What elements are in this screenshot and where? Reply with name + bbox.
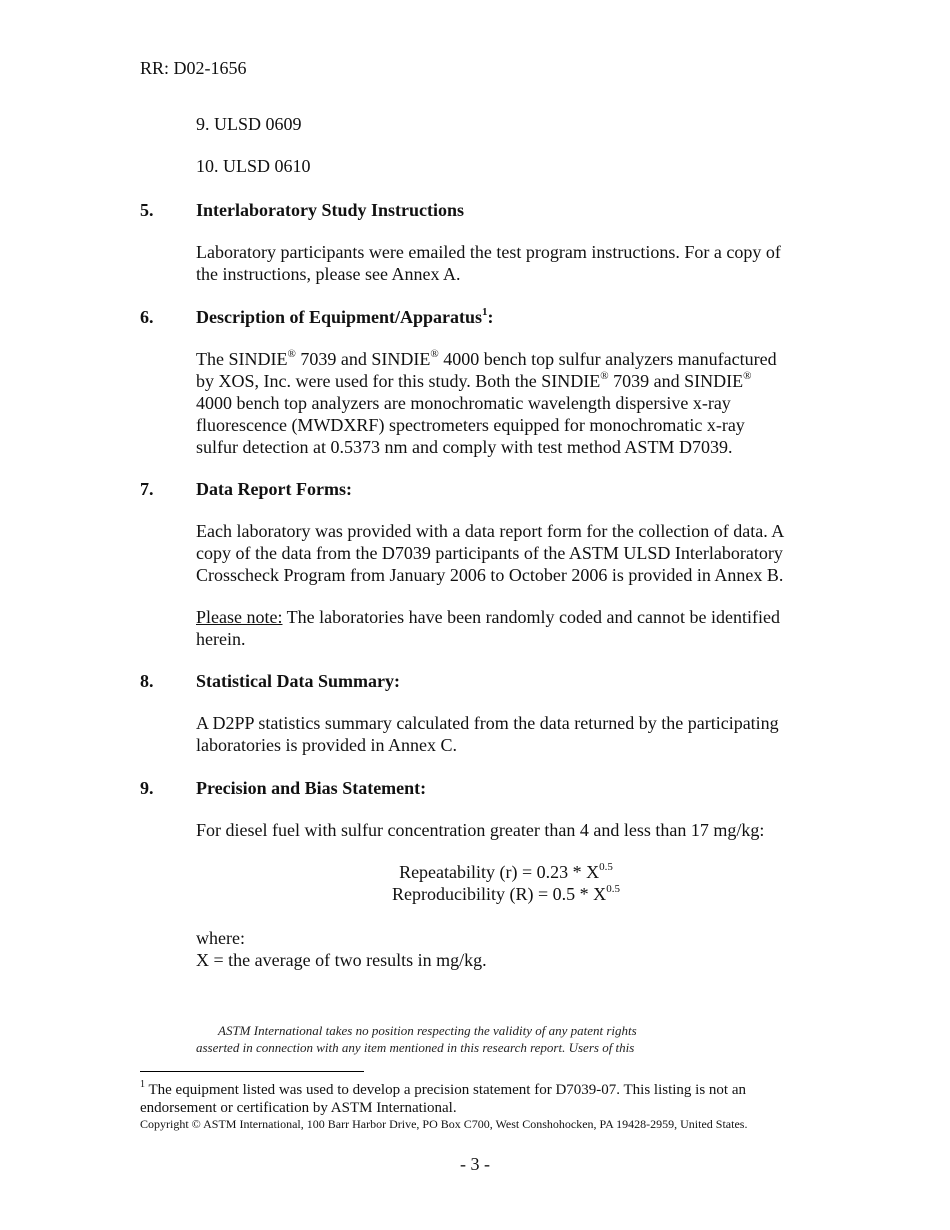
section-6-title <box>196 306 494 328</box>
notice-line: asserted in connection with any item mentioned in this research report. Users of this <box>196 1040 635 1055</box>
section-5-number: 5. <box>140 200 154 220</box>
footnote-line: endorsement or certification by ASTM International. <box>140 1100 457 1116</box>
text-line: X = the average of two results in mg/kg. <box>196 950 487 970</box>
text-line: A D2PP statistics summary calculated from the data returned by the participating <box>196 713 779 733</box>
section-5-title: Interlaboratory Study Instructions <box>196 200 465 220</box>
text-line: Crosscheck Program from January 2006 to October 2006 is provided in Annex B. <box>196 565 784 585</box>
text-line: sulfur detection at 0.5373 nm and comply with test method ASTM D7039. <box>196 437 733 457</box>
footnote-ref: 1 <box>482 306 488 318</box>
text-line: herein. <box>196 629 246 649</box>
text-line: Each laboratory was provided with a data report form for the collection of data. A <box>196 521 785 541</box>
text-line: the instructions, please see Annex A. <box>196 264 461 284</box>
text-line: where: <box>196 928 245 948</box>
notice-line: ASTM International takes no position respecting the validity of any patent rights <box>218 1023 637 1038</box>
section-9-number: 9. <box>140 778 154 798</box>
section-7-body <box>196 520 816 586</box>
astm-notice-2 <box>196 1039 736 1056</box>
text-line: Please note: The laboratories have been randomly coded and cannot be identified <box>196 607 780 627</box>
section-9-where <box>196 927 816 971</box>
sample-item-9: 9. ULSD 0609 <box>196 114 302 134</box>
footnote-divider <box>140 1071 364 1072</box>
section-7-title: Data Report Forms: <box>196 479 352 499</box>
text-line: For diesel fuel with sulfur concentration greater than 4 and less than 17 mg/kg: <box>196 820 765 840</box>
section-6-body <box>196 348 816 458</box>
text-line: copy of the data from the D7039 participants of the ASTM ULSD Interlaboratory <box>196 543 783 563</box>
title-colon: : <box>487 307 494 327</box>
repeatability-equation: Repeatability $(r) = 0.23 * X^{0.5}$ <box>399 861 613 882</box>
section-6-number: 6. <box>140 307 154 327</box>
section-8-title: Statistical Data Summary: <box>196 671 400 691</box>
section-9-intro <box>196 819 816 841</box>
text-line: 4000 bench top analyzers are monochromatic wavelength dispersive x-ray <box>196 393 731 413</box>
page-number: - 3 - <box>460 1154 490 1174</box>
sample-item-10: 10. ULSD 0610 <box>196 156 311 176</box>
text-line: by XOS, Inc. were used for this study. Both the SINDIE® 7039 and SINDIE® <box>196 370 752 391</box>
reproducibility-equation: Reproducibility $(R) = 0.5 * X^{0.5}$ <box>392 883 620 904</box>
report-id: RR: D02-1656 <box>140 58 247 78</box>
section-8-number: 8. <box>140 671 154 691</box>
text-line: The SINDIE® 7039 and SINDIE® 4000 bench top sulfur analyzers manufactured <box>196 348 777 369</box>
section-7-note <box>196 606 816 650</box>
text-line: Laboratory participants were emailed the test program instructions. For a copy of <box>196 242 781 262</box>
astm-notice <box>196 1022 758 1039</box>
footnote-marker: 1 <box>140 1079 145 1090</box>
copyright-line: Copyright © ASTM International, 100 Barr Harbor Drive, PO Box C700, West Conshohocken, PA 19428-2959, United States. <box>140 1117 748 1131</box>
section-6-title-text: Description of Equipment/Apparatus <box>196 307 483 327</box>
text-line: fluorescence (MWDXRF) spectrometers equipped for monochromatic x-ray <box>196 415 745 435</box>
footnote <box>140 1081 746 1117</box>
note-label: Please note: <box>196 607 283 627</box>
section-9-title: Precision and Bias Statement: <box>196 778 427 798</box>
section-7-number: 7. <box>140 479 154 499</box>
footnote-line: $^1$ The equipment listed was used to develop a precision statement for D7039-07. This listing is not an <box>140 1079 747 1098</box>
section-5-body <box>196 241 816 285</box>
text-line: laboratories is provided in Annex C. <box>196 735 457 755</box>
section-8-body <box>196 712 816 756</box>
